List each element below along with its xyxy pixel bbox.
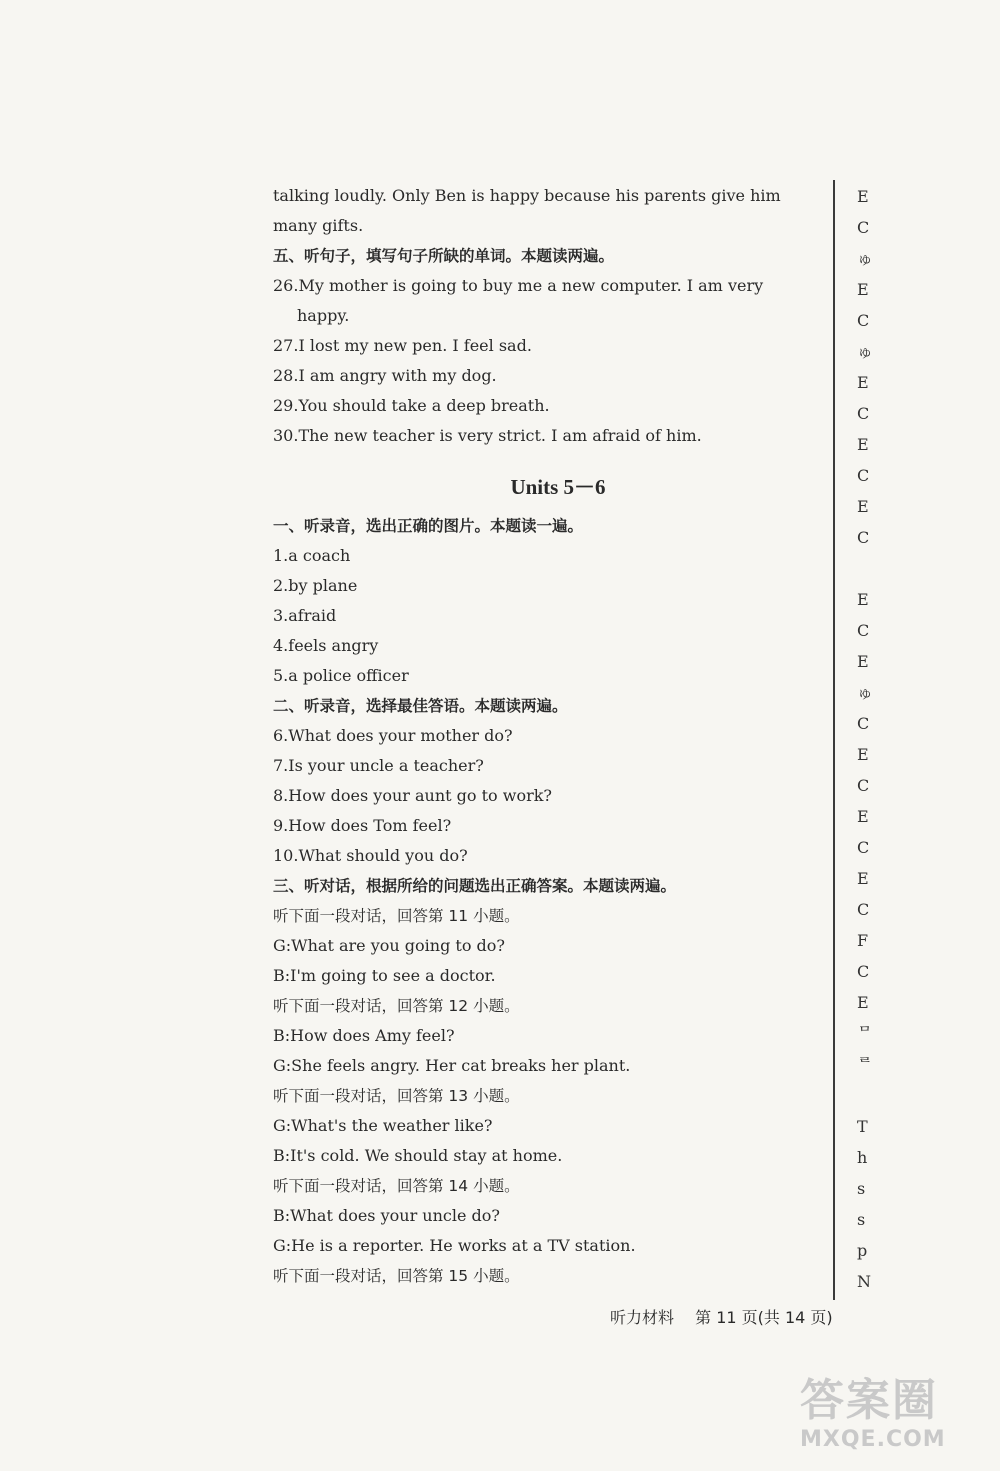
text-line: 4.feels angry bbox=[273, 636, 379, 655]
cut-off-fragment: E bbox=[857, 590, 869, 609]
cut-off-fragment: ᄅ bbox=[857, 1055, 873, 1074]
cut-off-fragment: C bbox=[857, 528, 870, 547]
text-line: happy. bbox=[297, 306, 350, 325]
cut-off-fragment: E bbox=[857, 435, 869, 454]
footer-section-label: 听力材料 bbox=[610, 1308, 675, 1327]
cut-off-fragment: s bbox=[857, 1210, 866, 1229]
fragment-gap bbox=[857, 1080, 887, 1111]
cut-off-fragment: C bbox=[857, 621, 870, 640]
text-line: talking loudly. Only Ben is happy because his parents give him bbox=[273, 186, 781, 205]
dialogue-instruction: 听下面一段对话，回答第 15 小题。 bbox=[273, 1267, 520, 1285]
cut-off-fragment: C bbox=[857, 900, 870, 919]
cut-off-fragment: C bbox=[857, 311, 870, 330]
cut-off-fragment: ᄆ bbox=[857, 1024, 873, 1043]
cut-off-fragment: ゅ bbox=[857, 342, 874, 361]
section-heading: 二、听录音，选择最佳答语。本题读两遍。 bbox=[273, 697, 568, 715]
text-line: 28.I am angry with my dog. bbox=[273, 366, 497, 385]
text-line: G:What are you going to do? bbox=[273, 936, 506, 955]
cut-off-fragment: E bbox=[857, 497, 869, 516]
text-line: 7.Is your uncle a teacher? bbox=[273, 756, 484, 775]
cut-off-fragment: C bbox=[857, 838, 870, 857]
cut-off-fragment: F bbox=[857, 931, 869, 950]
cut-off-fragment: C bbox=[857, 218, 870, 237]
cut-off-fragment: N bbox=[857, 1272, 871, 1291]
dialogue-instruction: 听下面一段对话，回答第 11 小题。 bbox=[273, 907, 520, 925]
text-line: 27.I lost my new pen. I feel sad. bbox=[273, 336, 532, 355]
section-heading: 五、听句子，填写句子所缺的单词。本题读两遍。 bbox=[273, 247, 615, 265]
text-line: 9.How does Tom feel? bbox=[273, 816, 452, 835]
cut-off-fragment: ゅ bbox=[857, 683, 874, 702]
text-line: 29.You should take a deep breath. bbox=[273, 396, 550, 415]
cut-off-fragment: E bbox=[857, 187, 869, 206]
cut-off-fragment: T bbox=[857, 1117, 868, 1136]
column-divider bbox=[833, 180, 835, 1300]
cut-off-fragment: ゅ bbox=[857, 249, 874, 268]
text-line: 30.The new teacher is very strict. I am afraid of him. bbox=[273, 426, 702, 445]
cut-off-fragment: p bbox=[857, 1241, 868, 1260]
text-line: 10.What should you do? bbox=[273, 846, 468, 865]
text-line: B:I'm going to see a doctor. bbox=[273, 966, 496, 985]
footer-page-number: 第 11 页(共 14 页) bbox=[695, 1308, 833, 1327]
cut-off-fragment: E bbox=[857, 869, 869, 888]
dialogue-instruction: 听下面一段对话，回答第 12 小题。 bbox=[273, 997, 520, 1015]
unit-title: Units 5－6 bbox=[510, 475, 606, 499]
right-column-fragments bbox=[857, 181, 887, 1297]
cut-off-fragment: E bbox=[857, 280, 869, 299]
text-line: G:What's the weather like? bbox=[273, 1116, 493, 1135]
text-line: 5.a police officer bbox=[273, 666, 409, 685]
cut-off-fragment: C bbox=[857, 776, 870, 795]
text-line: G:She feels angry. Her cat breaks her plant. bbox=[273, 1056, 631, 1075]
cut-off-fragment: E bbox=[857, 652, 869, 671]
cut-off-fragment: C bbox=[857, 714, 870, 733]
dialogue-instruction: 听下面一段对话，回答第 13 小题。 bbox=[273, 1087, 520, 1105]
text-line: B:How does Amy feel? bbox=[273, 1026, 455, 1045]
watermark-top: 答案圈 bbox=[800, 1375, 938, 1426]
cut-off-fragment: E bbox=[857, 373, 869, 392]
cut-off-fragment: E bbox=[857, 745, 869, 764]
fragment-gap bbox=[857, 553, 887, 584]
text-line: G:He is a reporter. He works at a TV station. bbox=[273, 1236, 636, 1255]
section-heading: 三、听对话，根据所给的问题选出正确答案。本题读两遍。 bbox=[273, 877, 677, 895]
text-line: 26.My mother is going to buy me a new computer. I am very bbox=[273, 276, 764, 295]
text-line: many gifts. bbox=[273, 216, 364, 235]
text-line: B:It's cold. We should stay at home. bbox=[273, 1146, 563, 1165]
text-line: 8.How does your aunt go to work? bbox=[273, 786, 553, 805]
cut-off-fragment: h bbox=[857, 1148, 868, 1167]
text-line: 2.by plane bbox=[273, 576, 358, 595]
text-line: 3.afraid bbox=[273, 606, 337, 625]
watermark-logo bbox=[800, 1375, 985, 1460]
cut-off-fragment: C bbox=[857, 962, 870, 981]
text-line: B:What does your uncle do? bbox=[273, 1206, 500, 1225]
section-heading: 一、听录音，选出正确的图片。本题读一遍。 bbox=[273, 517, 584, 535]
watermark-bottom: MXQE.COM bbox=[800, 1427, 946, 1452]
text-line: 1.a coach bbox=[273, 546, 351, 565]
cut-off-fragment: C bbox=[857, 404, 870, 423]
cut-off-fragment: E bbox=[857, 993, 869, 1012]
cut-off-fragment: E bbox=[857, 807, 869, 826]
main-column bbox=[273, 181, 813, 1291]
text-line: 6.What does your mother do? bbox=[273, 726, 513, 745]
dialogue-instruction: 听下面一段对话，回答第 14 小题。 bbox=[273, 1177, 520, 1195]
page-footer bbox=[610, 1305, 849, 1328]
cut-off-fragment: C bbox=[857, 466, 870, 485]
cut-off-fragment: s bbox=[857, 1179, 866, 1198]
